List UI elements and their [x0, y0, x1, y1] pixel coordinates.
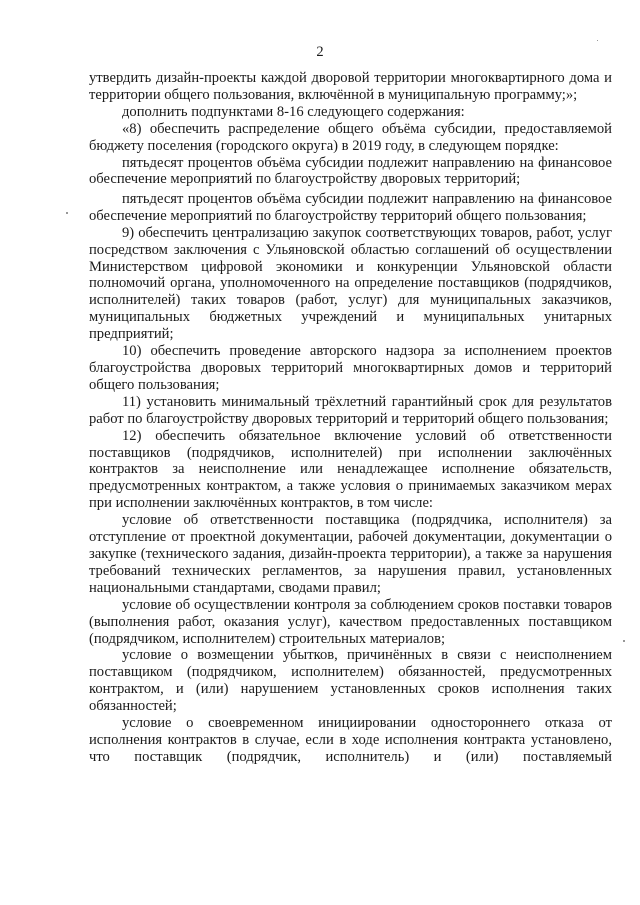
paragraph-item-8-yard: пятьдесят процентов объёма субсидии подлежит направлению на финансовое обеспечение мероприятий по благоустройству дворовых территорий;: [89, 154, 612, 188]
paragraph-item-9: 9) обеспечить централизацию закупок соответствующих товаров, работ, услуг посредством заключения с Ульяновской областью соглашений об осуществлении Министерством цифровой экономики и конкуренции Ульяновской области полномочий органа, уполномоченного на определение поставщиков (подрядчиков, исполнителей) таких товаров (работ, услуг) для муниципальных заказчиков, муниципальных бюджетных учреждений и муниципальных унитарных предприятий;: [89, 224, 612, 343]
paragraph-condition-liability: условие об ответственности поставщика (подрядчика, исполнителя) за отступление от проектной документации, рабочей документации, документации о закупке (технического задания, дизайн-проекта территории), а также за нарушения требований технических регламентов, за нарушения правил, установленных национальными стандартами, сводами правил;: [89, 512, 612, 596]
scan-speck: [597, 40, 598, 41]
paragraph-condition-control: условие об осуществлении контроля за соблюдением сроков поставки товаров (выполнения работ, оказания услуг), качеством предоставленных поставщиком (подрядчиком, исполнителем) строительных материалов;: [89, 596, 612, 647]
paragraph-item-12: 12) обеспечить обязательное включение условий об ответственности поставщиков (подрядчиков, исполнителей) при исполнении заключённых контрактов за неисполнение или ненадлежащее исполнение обязательств, предусмотренных контрактом, а также условия о принимаемых заказчиком мерах при исполнении заключённых контрактов, в том числе:: [89, 427, 612, 512]
paragraph-continuation: утвердить дизайн-проекты каждой дворовой территории многоквартирного дома и территории общего пользования, включённой в муниципальную программу;»;: [89, 70, 612, 103]
scan-speck: [66, 212, 68, 214]
paragraph-item-8-public: пятьдесят процентов объёма субсидии подлежит направлению на финансовое обеспечение мероприятий по благоустройству территорий общего пользования;: [89, 190, 612, 224]
document-body: [89, 70, 612, 766]
paragraph-condition-damages: условие о возмещении убытков, причинённых в связи с неисполнением поставщиком (подрядчиком, исполнителем) обязанностей, предусмотренных контрактом, и (или) нарушением установленных сроков исполнения таких обязанностей;: [89, 647, 612, 715]
paragraph-item-8: «8) обеспечить распределение общего объёма субсидии, предоставляемой бюджету поселения (городского округа) в 2019 году, в следующем порядке:: [89, 120, 612, 154]
page-number: 2: [316, 44, 324, 60]
paragraph-amendment-intro: дополнить подпунктами 8-16 следующего содержания:: [122, 103, 465, 120]
paragraph-condition-termination: условие о своевременном инициировании одностороннего отказа от исполнения контрактов в случае, если в ходе исполнения контракта установлено, что поставщик (подрядчик, исполнитель) и (или) поставляемый: [89, 715, 612, 765]
paragraph-item-10: 10) обеспечить проведение авторского надзора за исполнением проектов благоустройства дворовых территорий многоквартирных домов и территорий общего пользования;: [89, 343, 612, 393]
scan-speck: [623, 640, 625, 642]
paragraph-item-11: 11) установить минимальный трёхлетний гарантийный срок для результатов работ по благоустройству дворовых территорий и территорий общего пользования;: [89, 393, 612, 427]
